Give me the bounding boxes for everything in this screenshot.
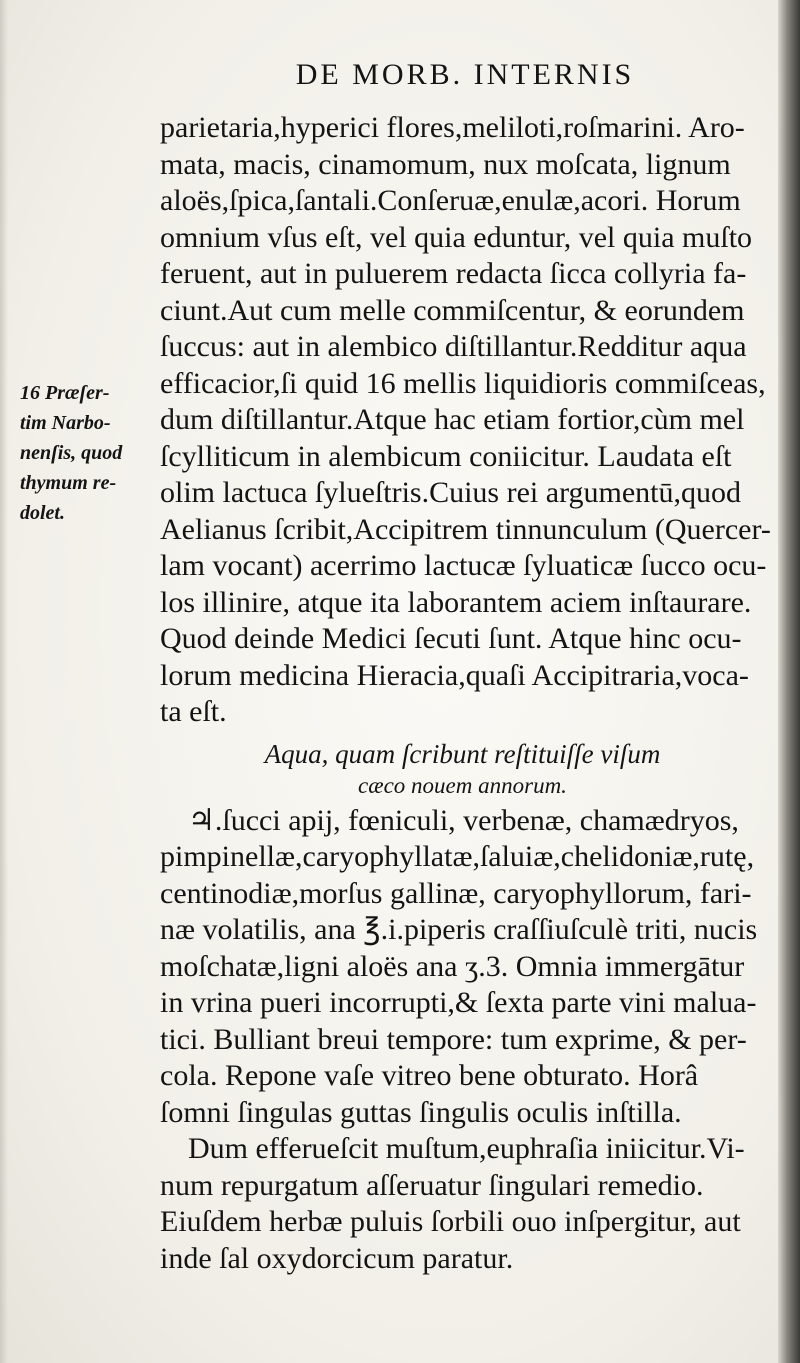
margin-note-line: thymum re- — [20, 472, 117, 494]
paragraph-3 — [160, 1131, 765, 1277]
text-line: parietaria,hyperici flores,meliloti,roſmarini. Aro- — [160, 111, 745, 144]
text-line: aloës,ſpica,ſantali.Conſeruæ,enulæ,acori. Horum — [160, 184, 741, 217]
text-line: num repurgatum aſſeruatur ſingulari remedio. — [160, 1168, 704, 1202]
text-line: in vrina pueri incorrupti,& ſexta parte vini malua- — [160, 986, 757, 1019]
text-line: dum diſtillantur.Atque hac etiam fortior,cùm mel — [160, 403, 745, 436]
margin-note-line: 16 Præſer- — [20, 382, 110, 404]
margin-note-line: nenſis, quod — [20, 442, 123, 464]
running-head: DE MORB. INTERNIS — [295, 58, 635, 91]
text-line: ta eſt. — [160, 695, 227, 728]
main-text — [160, 110, 771, 1277]
text-line: los illinire, atque ita laborantem aciem inſtaurare. — [160, 585, 752, 619]
text-line: ♃.ſucci apij, fœniculi, verbenæ, chamædryos, — [188, 803, 739, 837]
text-line: næ volatilis, ana ℥.i.piperis craſſiuſculè triti, nucis — [160, 913, 758, 946]
paragraph-2 — [160, 803, 765, 1132]
text-line: pimpinellæ,caryophyllatæ,ſaluiæ,chelidoniæ,rutę, — [160, 840, 755, 873]
margin-note-line: dolet. — [20, 502, 65, 524]
text-line: moſchatæ,ligni aloës ana ʒ.3. Omnia immergātur — [160, 949, 745, 983]
text-line: ſcylliticum in alembicum coniicitur. Laudata eſt — [160, 439, 732, 473]
text-line: Aelianus ſcribit,Accipitrem tinnunculum (Quercer- — [160, 512, 771, 546]
margin-note-line: tim Narbo- — [20, 412, 111, 434]
gutter-shadow — [0, 0, 8, 1363]
text-line: ſomni ſingulas guttas ſingulis oculis inſtilla. — [160, 1095, 682, 1129]
text-line: efficacior,ſi quid 16 mellis liquidioris commiſceas, — [160, 366, 766, 400]
text-line: inde ſal oxydorcicum paratur. — [160, 1241, 514, 1275]
text-line: omnium vſus eſt, vel quia eduntur, vel quia muſto — [160, 220, 753, 254]
text-line: Eiuſdem herbæ puluis ſorbili ouo inſpergitur, aut — [160, 1205, 741, 1238]
margin-note — [20, 378, 160, 528]
text-line: cola. Repone vaſe vitreo bene obturato. Horâ — [160, 1059, 699, 1092]
paragraph-1 — [160, 110, 771, 731]
text-line: tici. Bulliant breui tempore: tum exprime, & per- — [160, 1022, 747, 1056]
text-line: ciunt.Aut cum melle commiſcentur, & eorundem — [160, 293, 745, 327]
text-line: lorum medicina Hieracia,quaſi Accipitraria,voca- — [160, 658, 749, 692]
text-line: mata, macis, cinamomum, nux moſcata, lignum — [160, 147, 731, 181]
text-line: olim lactuca ſylueſtris.Cuius rei argumentū,quod — [160, 476, 742, 509]
text-line: Dum efferueſcit muſtum,euphraſia iniicitur.Vi- — [188, 1132, 745, 1165]
text-line: feruent, aut in puluerem redacta ſicca collyria fa- — [160, 257, 747, 290]
page-edge-shadow — [778, 0, 800, 1363]
text-line: Quod deinde Medici ſecuti ſunt. Atque hinc ocu- — [160, 622, 742, 655]
section-subheading: cæco nouem annorum. — [358, 772, 567, 798]
text-line: centinodiæ,morſus gallinæ, caryophyllorum, fari- — [160, 876, 752, 910]
text-line: ſuccus: aut in alembico diſtillantur.Redditur aqua — [160, 330, 747, 363]
text-line: lam vocant) acerrimo lactucæ ſyluaticæ ſucco ocu- — [160, 549, 767, 582]
section-heading: Aqua, quam ſcribunt reſtituiſſe viſum — [264, 738, 661, 769]
